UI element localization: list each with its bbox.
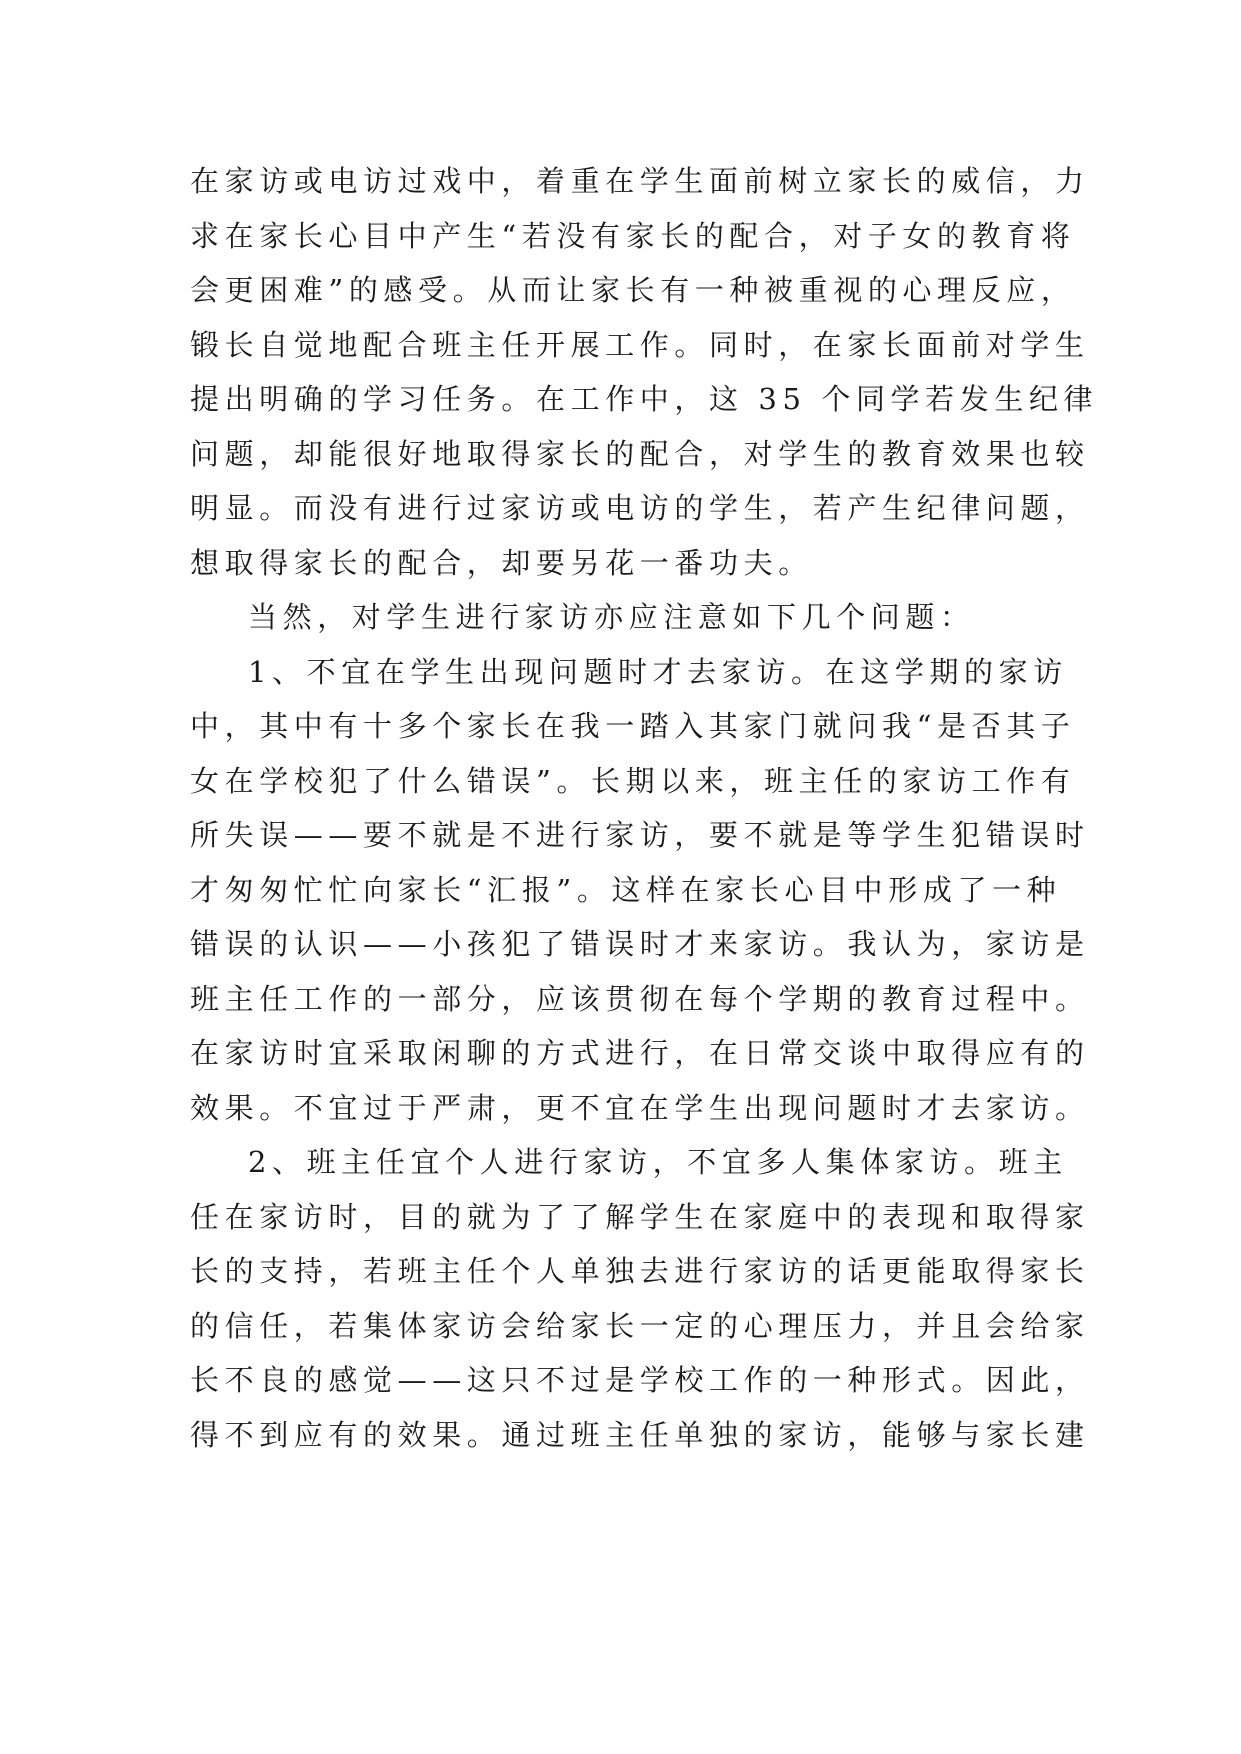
paragraph-start-line: 当然，对学生进行家访亦应注意如下几个问题： <box>248 600 975 634</box>
text-line: 所失误——要不就是不进行家访，要不就是等学生犯错误时 <box>190 818 1090 852</box>
paragraph-start-line: 2、班主任宜个人进行家访，不宜多人集体家访。班主 <box>248 1145 1068 1179</box>
text-line: 明显。而没有进行过家访或电访的学生，若产生纪律问题， <box>190 491 1090 525</box>
paragraph-start-line: 1、不宜在学生出现问题时才去家访。在这学期的家访 <box>248 654 1068 689</box>
text-line: 任在家访时，目的就为了了解学生在家庭中的表现和取得家 <box>190 1199 1090 1234</box>
text-line: 想取得家长的配合，却要另花一番功夫。 <box>190 545 813 580</box>
text-line: 问题，却能很好地取得家长的配合，对学生的教育效果也较 <box>190 436 1090 471</box>
body-text <box>190 154 1099 1462</box>
text-line: 错误的认识——小孩犯了错误时才来家访。我认为，家访是 <box>190 927 1090 961</box>
text-line: 在家访或电访过戏中，着重在学生面前树立家长的威信，力 <box>190 164 1090 198</box>
text-line: 提出明确的学习任务。在工作中，这 35 个同学若发生纪律 <box>190 382 1099 416</box>
text-line: 才匆匆忙忙向家长“汇报”。这样在家长心目中形成了一种 <box>190 872 1062 907</box>
text-line: 会更困难”的感受。从而让家长有一种被重视的心理反应， <box>190 273 1076 307</box>
text-line: 在家访时宜采取闲聊的方式进行，在日常交谈中取得应有的 <box>190 1036 1090 1070</box>
text-line: 女在学校犯了什么错误”。长期以来，班主任的家访工作有 <box>190 763 1076 798</box>
text-line: 效果。不宜过于严肃，更不宜在学生出现问题时才去家访。 <box>190 1090 1090 1125</box>
text-line: 长的支持，若班主任个人单独去进行家访的话更能取得家长 <box>190 1254 1090 1288</box>
text-line: 的信任，若集体家访会给家长一定的心理压力，并且会给家 <box>190 1308 1090 1343</box>
text-line: 锻长自觉地配合班主任开展工作。同时，在家长面前对学生 <box>190 327 1090 362</box>
text-line: 得不到应有的效果。通过班主任单独的家访，能够与家长建 <box>190 1417 1090 1452</box>
text-line: 求在家长心目中产生“若没有家长的配合，对子女的教育将 <box>190 218 1076 253</box>
text-line: 长不良的感觉——这只不过是学校工作的一种形式。因此， <box>190 1363 1090 1397</box>
text-line: 班主任工作的一部分，应该贯彻在每个学期的教育过程中。 <box>190 981 1090 1016</box>
text-line: 中，其中有十多个家长在我一踏入其家门就问我“是否其子 <box>190 709 1076 743</box>
